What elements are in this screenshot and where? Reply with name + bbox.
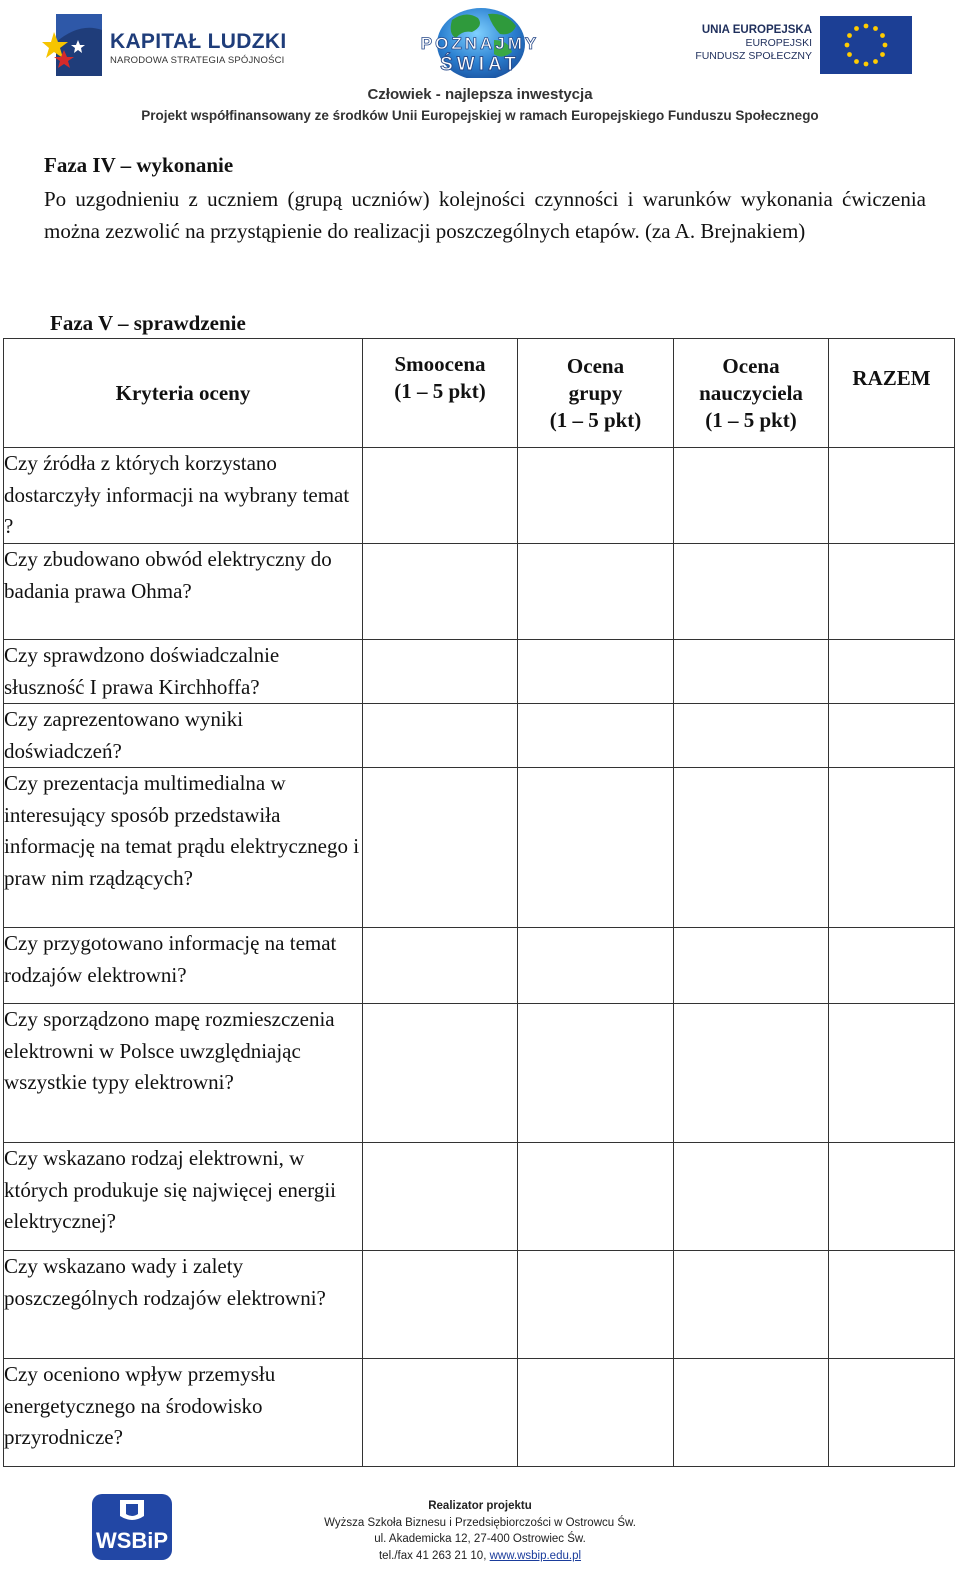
header-group-assessment — [518, 339, 674, 448]
evaluation-table-body — [4, 448, 955, 1467]
criterion-cell: Czy prezentacja multimedialna w interesujący sposób przedstawiła informację na temat prądu elektrycznego i praw nim rządzących? — [4, 768, 363, 928]
table-row — [4, 640, 955, 704]
self-score-cell[interactable] — [363, 1359, 518, 1467]
table-row — [4, 1359, 955, 1467]
eu-star-icon — [864, 24, 869, 29]
eu-line2: EUROPEJSKI — [745, 37, 812, 49]
table-row — [4, 544, 955, 640]
header-teacher-assessment — [674, 339, 829, 448]
teacher-score-cell[interactable] — [674, 768, 829, 928]
eu-fund-text — [695, 24, 812, 63]
group-score-cell[interactable] — [518, 448, 674, 544]
eu-star-icon — [847, 33, 852, 38]
kapital-ludzki-flag-icon — [42, 12, 104, 78]
group-score-cell[interactable] — [518, 768, 674, 928]
header-tagline: Człowiek - najlepsza inwestycja — [367, 86, 593, 103]
self-score-cell[interactable] — [363, 928, 518, 1004]
footer-line1: Wyższa Szkoła Biznesu i Przedsiębiorczości w Ostrowcu Św. — [324, 1516, 636, 1529]
header-self-assessment — [363, 339, 518, 448]
page-header — [0, 0, 960, 130]
total-score-cell[interactable] — [829, 1143, 955, 1251]
total-score-cell[interactable] — [829, 1004, 955, 1143]
total-score-cell[interactable] — [829, 640, 955, 704]
kapital-ludzki-logo — [42, 10, 302, 80]
teacher-score-cell[interactable] — [674, 1143, 829, 1251]
header-teacher-line3: (1 – 5 pkt) — [705, 407, 797, 432]
group-score-cell[interactable] — [518, 928, 674, 1004]
criterion-cell: Czy zbudowano obwód elektryczny do badania prawa Ohma? — [4, 544, 363, 640]
footer-line3 — [300, 1548, 660, 1565]
teacher-score-cell[interactable] — [674, 640, 829, 704]
group-score-cell[interactable] — [518, 1143, 674, 1251]
header-group-line1: Ocena — [566, 353, 625, 378]
footer-title: Realizator projektu — [428, 1500, 532, 1512]
self-score-cell[interactable] — [363, 1251, 518, 1359]
table-row — [4, 448, 955, 544]
poznajmy-word: POZNAJMY — [420, 34, 540, 53]
eu-star-icon — [880, 33, 885, 38]
self-score-cell[interactable] — [363, 1004, 518, 1143]
table-row — [4, 928, 955, 1004]
group-score-cell[interactable] — [518, 544, 674, 640]
teacher-score-cell[interactable] — [674, 1359, 829, 1467]
criterion-cell: Czy sporządzono mapę rozmieszczenia elektrowni w Polsce uwzględniając wszystkie typy elektrowni? — [4, 1004, 363, 1143]
eu-flag-icon — [820, 16, 912, 74]
teacher-score-cell[interactable] — [674, 704, 829, 768]
kapital-ludzki-subtitle: NARODOWA STRATEGIA SPÓJNOŚCI — [110, 55, 285, 66]
eu-star-icon — [854, 59, 859, 64]
criterion-cell: Czy przygotowano informację na temat rodzajów elektrowni? — [4, 928, 363, 1004]
kapital-ludzki-title: KAPITAŁ LUDZKI — [110, 30, 287, 53]
header-total — [829, 339, 955, 448]
total-score-cell[interactable] — [829, 1359, 955, 1467]
self-score-cell[interactable] — [363, 1143, 518, 1251]
header-self-line1: Smoocena — [394, 352, 486, 376]
group-score-cell[interactable] — [518, 640, 674, 704]
self-score-cell[interactable] — [363, 448, 518, 544]
total-score-cell[interactable] — [829, 1251, 955, 1359]
eu-star-icon — [883, 43, 888, 48]
self-score-cell[interactable] — [363, 544, 518, 640]
self-score-cell[interactable] — [363, 704, 518, 768]
header-total-label: RAZEM — [852, 366, 931, 390]
teacher-score-cell[interactable] — [674, 544, 829, 640]
total-score-cell[interactable] — [829, 704, 955, 768]
total-score-cell[interactable] — [829, 768, 955, 928]
header-teacher-line1: Ocena — [722, 353, 780, 378]
group-score-cell[interactable] — [518, 1004, 674, 1143]
header-group-line2: grupy — [568, 380, 623, 405]
criterion-cell: Czy zaprezentowano wyniki doświadczeń? — [4, 704, 363, 768]
table-row — [4, 1143, 955, 1251]
table-row — [4, 1004, 955, 1143]
phase4-title: Faza IV – wykonanie — [44, 153, 234, 177]
table-header-row — [4, 339, 955, 448]
eu-star-icon — [847, 52, 852, 57]
footer-contact — [300, 1498, 660, 1564]
eu-fund-logo — [675, 12, 920, 72]
total-score-cell[interactable] — [829, 544, 955, 640]
header-group-line3: (1 – 5 pkt) — [549, 407, 642, 432]
footer-line2: ul. Akademicka 12, 27-400 Ostrowiec Św. — [374, 1533, 586, 1545]
teacher-score-cell[interactable] — [674, 928, 829, 1004]
phase5-title: Faza V – sprawdzenie — [50, 311, 246, 335]
eu-star-icon — [873, 26, 878, 31]
eu-line3: FUNDUSZ SPOŁECZNY — [695, 50, 812, 62]
swiat-word: ŚWIAT — [440, 54, 520, 75]
criterion-cell: Czy wskazano wady i zalety poszczególnych rodzajów elektrowni? — [4, 1251, 363, 1359]
header-criteria — [4, 339, 363, 448]
header-criteria-label: Kryteria oceny — [115, 380, 251, 405]
group-score-cell[interactable] — [518, 704, 674, 768]
header-teacher-line2: nauczyciela — [699, 380, 803, 405]
criterion-cell: Czy sprawdzono doświadczalnie słuszność I prawa Kirchhoffa? — [4, 640, 363, 704]
criterion-cell: Czy źródła z których korzystano dostarczyły informacji na wybrany temat ? — [4, 448, 363, 544]
table-row — [4, 704, 955, 768]
table-row — [4, 768, 955, 928]
teacher-score-cell[interactable] — [674, 1004, 829, 1143]
eu-star-icon — [873, 59, 878, 64]
evaluation-table — [3, 338, 955, 1467]
teacher-score-cell[interactable] — [674, 1251, 829, 1359]
wsbip-logo-text: WSBiP — [95, 1528, 169, 1553]
footer-phone: tel./fax 41 263 21 10, — [378, 1549, 487, 1562]
wsbip-logo — [90, 1492, 174, 1562]
poznajmy-swiat-logo — [400, 4, 560, 82]
table-row — [4, 1251, 955, 1359]
criterion-cell: Czy oceniono wpływ przemysłu energetycznego na środowisko przyrodnicze? — [4, 1359, 363, 1467]
header-self-line2: (1 – 5 pkt) — [394, 379, 486, 403]
total-score-cell[interactable] — [829, 448, 955, 544]
project-cofinancing-line: Projekt współfinansowany ze środków Unii Europejskiej w ramach Europejskiego Funduszu Społecznego — [141, 108, 819, 123]
eu-star-icon — [864, 62, 869, 67]
self-score-cell[interactable] — [363, 640, 518, 704]
total-score-cell[interactable] — [829, 928, 955, 1004]
eu-star-icon — [854, 26, 859, 31]
self-score-cell[interactable] — [363, 768, 518, 928]
footer-website-link[interactable]: www.wsbip.edu.pl — [489, 1549, 582, 1562]
eu-star-icon — [845, 43, 850, 48]
eu-line1: UNIA EUROPEJSKA — [701, 24, 812, 36]
teacher-score-cell[interactable] — [674, 448, 829, 544]
criterion-cell: Czy wskazano rodzaj elektrowni, w których produkuje się najwięcej energii elektrycznej? — [4, 1143, 363, 1251]
phase4-paragraph: Po uzgodnieniu z uczniem (grupą uczniów) kolejności czynności i warunków wykonania ćwiczenia można zezwolić na przystąpienie do realizacji poszczególnych etapów. (za A. Brejnakiem) — [44, 187, 926, 243]
group-score-cell[interactable] — [518, 1251, 674, 1359]
group-score-cell[interactable] — [518, 1359, 674, 1467]
eu-star-icon — [880, 52, 885, 57]
